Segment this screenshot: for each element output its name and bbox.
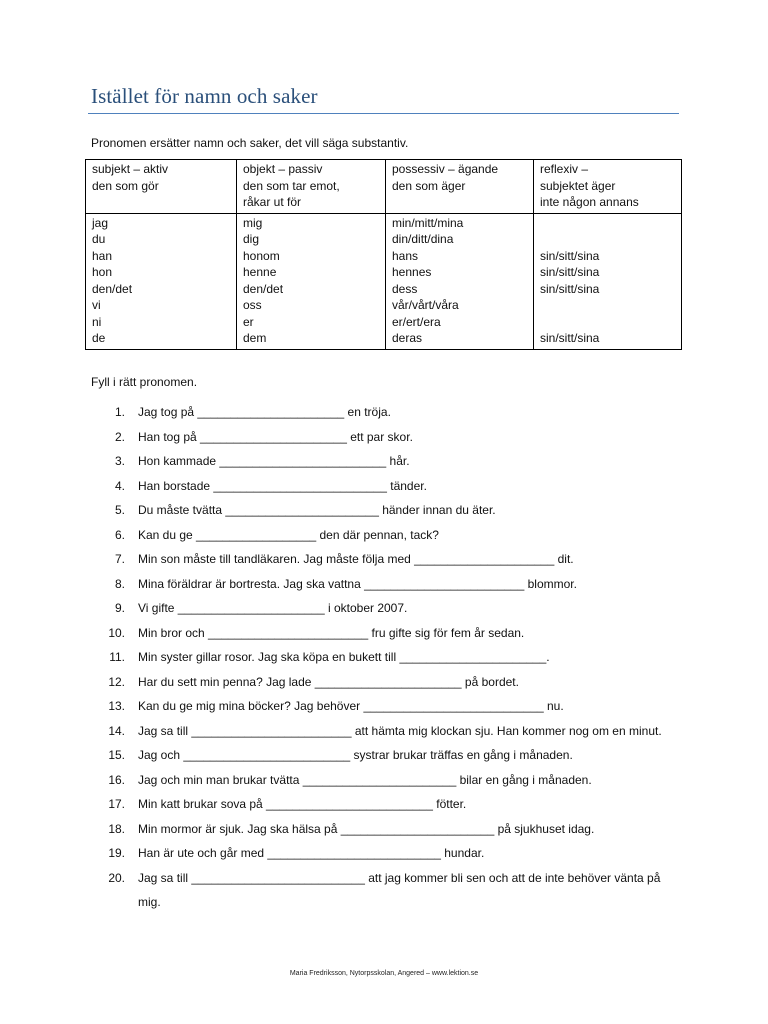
header-line: den som tar emot, (243, 178, 340, 193)
exercise-item (0, 645, 768, 670)
exercise-item (0, 866, 768, 915)
exercise-number: 16. (108, 772, 125, 787)
pronoun-cell: den/det (92, 281, 133, 296)
pronoun-cell: er (243, 314, 254, 329)
header-line: possessiv – ägande (392, 162, 499, 176)
pronoun-cell: dig (243, 232, 260, 246)
exercise-list (0, 400, 768, 915)
exercise-text: Jag tog på ______________________ en tröja. (138, 405, 391, 419)
exercise-text: Mina föräldrar är bortresta. Jag ska vattna ________________________ blommor. (138, 576, 577, 591)
exercise-number: 19. (108, 846, 125, 860)
pronoun-cell: hans (392, 248, 419, 263)
exercise-text: Kan du ge __________________ den där pennan, tack? (138, 527, 439, 542)
pronoun-cell: er/ert/era (392, 314, 441, 329)
pronoun-cell (540, 297, 675, 314)
header-line: subjekt – aktiv (92, 162, 169, 176)
title-divider (88, 113, 679, 114)
exercise-text: Kan du ge mig mina böcker? Jag behöver ___________________________ nu. (138, 699, 564, 713)
pronoun-cell: sin/sitt/sina (540, 265, 600, 279)
pronoun-cell: sin/sitt/sina (540, 248, 600, 263)
page-footer: Maria Fredriksson, Nytorpsskolan, Angered – www.lektion.se (289, 970, 479, 977)
exercise-item (0, 792, 768, 817)
header-line: inte någon annans (540, 195, 639, 209)
pronoun-cell: henne (243, 265, 277, 279)
exercise-number: 7. (114, 552, 125, 566)
pronoun-cell: hon (92, 265, 113, 279)
exercise-number: 11. (109, 650, 125, 664)
pronoun-cell: den/det (243, 281, 284, 296)
pronoun-cell: jag (92, 215, 109, 230)
header-possessiv (386, 160, 534, 214)
exercise-text: Han tog på ______________________ ett par skor. (138, 429, 413, 444)
pronoun-table (85, 159, 682, 350)
exercise-item (0, 523, 768, 548)
pronoun-cell: min/mitt/mina (392, 215, 464, 230)
column-reflexiv (534, 213, 682, 349)
header-reflexiv (534, 160, 682, 214)
exercise-item (0, 572, 768, 597)
intro-text: Pronomen ersätter namn och saker, det vill säga substantiv. (91, 136, 409, 150)
exercise-number: 12. (108, 674, 125, 689)
pronoun-cell: han (92, 248, 113, 263)
exercise-number: 1. (114, 405, 125, 419)
pronoun-cell: sin/sitt/sina (540, 331, 600, 345)
exercise-text: Han är ute och går med __________________________ hundar. (138, 846, 485, 860)
exercise-text: Min katt brukar sova på _________________________ fötter. (138, 797, 467, 811)
pronoun-cell: honom (243, 248, 280, 263)
column-objekt (237, 213, 386, 349)
header-line: objekt – passiv (243, 162, 323, 176)
header-line: subjektet äger (540, 178, 616, 193)
pronoun-cell (540, 314, 675, 331)
exercise-text: Min bror och ________________________ fru gifte sig för fem år sedan. (138, 625, 525, 640)
exercise-number: 8. (114, 576, 125, 591)
exercise-number: 15. (108, 748, 125, 762)
header-line: den som gör (92, 178, 159, 193)
exercise-number: 14. (108, 723, 125, 738)
pronoun-cell: oss (243, 298, 262, 312)
exercise-item (0, 670, 768, 695)
exercise-text: Jag och min man brukar tvätta _______________________ bilar en gång i månaden. (138, 772, 592, 787)
exercise-number: 6. (114, 527, 125, 542)
exercise-text: Vi gifte ______________________ i oktober 2007. (138, 601, 408, 615)
exercise-text: Min syster gillar rosor. Jag ska köpa en bukett till ______________________. (138, 650, 550, 664)
exercise-item (0, 547, 768, 572)
exercise-number: 3. (114, 454, 125, 468)
exercise-text: Han borstade __________________________ tänder. (138, 478, 427, 493)
exercise-item (0, 743, 768, 768)
pronoun-cell: de (92, 331, 106, 345)
exercise-text: Du måste tvätta _______________________ händer innan du äter. (138, 503, 496, 517)
header-subjekt (86, 160, 237, 214)
exercise-number: 20. (108, 870, 125, 885)
exercise-number: 9. (114, 601, 125, 615)
exercise-number: 18. (108, 821, 125, 836)
exercise-text: Jag och _________________________ systrar brukar träffas en gång i månaden. (138, 748, 573, 762)
page-title: Istället för namn och saker (91, 84, 318, 108)
table-header-row (86, 160, 682, 214)
table-body-row (86, 213, 682, 349)
pronoun-cell: sin/sitt/sina (540, 281, 600, 296)
exercise-item (0, 449, 768, 474)
pronoun-cell: dem (243, 331, 267, 345)
pronoun-cell: dess (392, 281, 418, 296)
header-line: den som äger (392, 178, 466, 193)
exercise-instruction: Fyll i rätt pronomen. (91, 375, 198, 389)
exercise-number: 17. (108, 797, 125, 811)
pronoun-cell: hennes (392, 265, 432, 279)
pronoun-cell: ni (92, 314, 102, 329)
exercise-item (0, 768, 768, 793)
header-line: råkar ut för (243, 195, 302, 209)
exercise-item (0, 694, 768, 719)
header-objekt (237, 160, 386, 214)
exercise-text: Har du sett min penna? Jag lade ______________________ på bordet. (138, 674, 519, 689)
exercise-number: 5. (114, 503, 125, 517)
exercise-item (0, 425, 768, 450)
column-possessiv (386, 213, 534, 349)
exercise-number: 10. (108, 625, 125, 640)
exercise-text: Jag sa till __________________________ att jag kommer bli sen och att de inte behöver vänta på mig. (138, 870, 661, 909)
exercise-text: Hon kammade _________________________ hår. (138, 454, 410, 468)
exercise-item (0, 400, 768, 425)
exercise-item (0, 817, 768, 842)
exercise-number: 13. (108, 699, 125, 713)
pronoun-cell: vi (92, 298, 101, 312)
exercise-item (0, 719, 768, 744)
pronoun-cell: din/ditt/dina (392, 232, 454, 246)
exercise-text: Min son måste till tandläkaren. Jag måste följa med _____________________ dit. (138, 552, 574, 566)
exercise-item (0, 596, 768, 621)
exercise-text: Jag sa till ________________________ att hämta mig klockan sju. Han kommer nog om en minut. (138, 723, 662, 738)
pronoun-cell: deras (392, 331, 423, 345)
exercise-number: 4. (114, 478, 125, 493)
pronoun-cell: du (92, 232, 106, 246)
exercise-item (0, 498, 768, 523)
pronoun-cell (540, 231, 675, 248)
exercise-text: Min mormor är sjuk. Jag ska hälsa på _______________________ på sjukhuset idag. (138, 821, 595, 836)
exercise-number: 2. (114, 429, 125, 444)
column-subjekt (86, 213, 237, 349)
exercise-item (0, 841, 768, 866)
pronoun-cell: mig (243, 215, 263, 230)
exercise-item (0, 474, 768, 499)
exercise-item (0, 621, 768, 646)
header-line: reflexiv – (540, 162, 589, 176)
pronoun-cell (540, 215, 675, 232)
pronoun-cell: vår/vårt/våra (392, 298, 459, 312)
